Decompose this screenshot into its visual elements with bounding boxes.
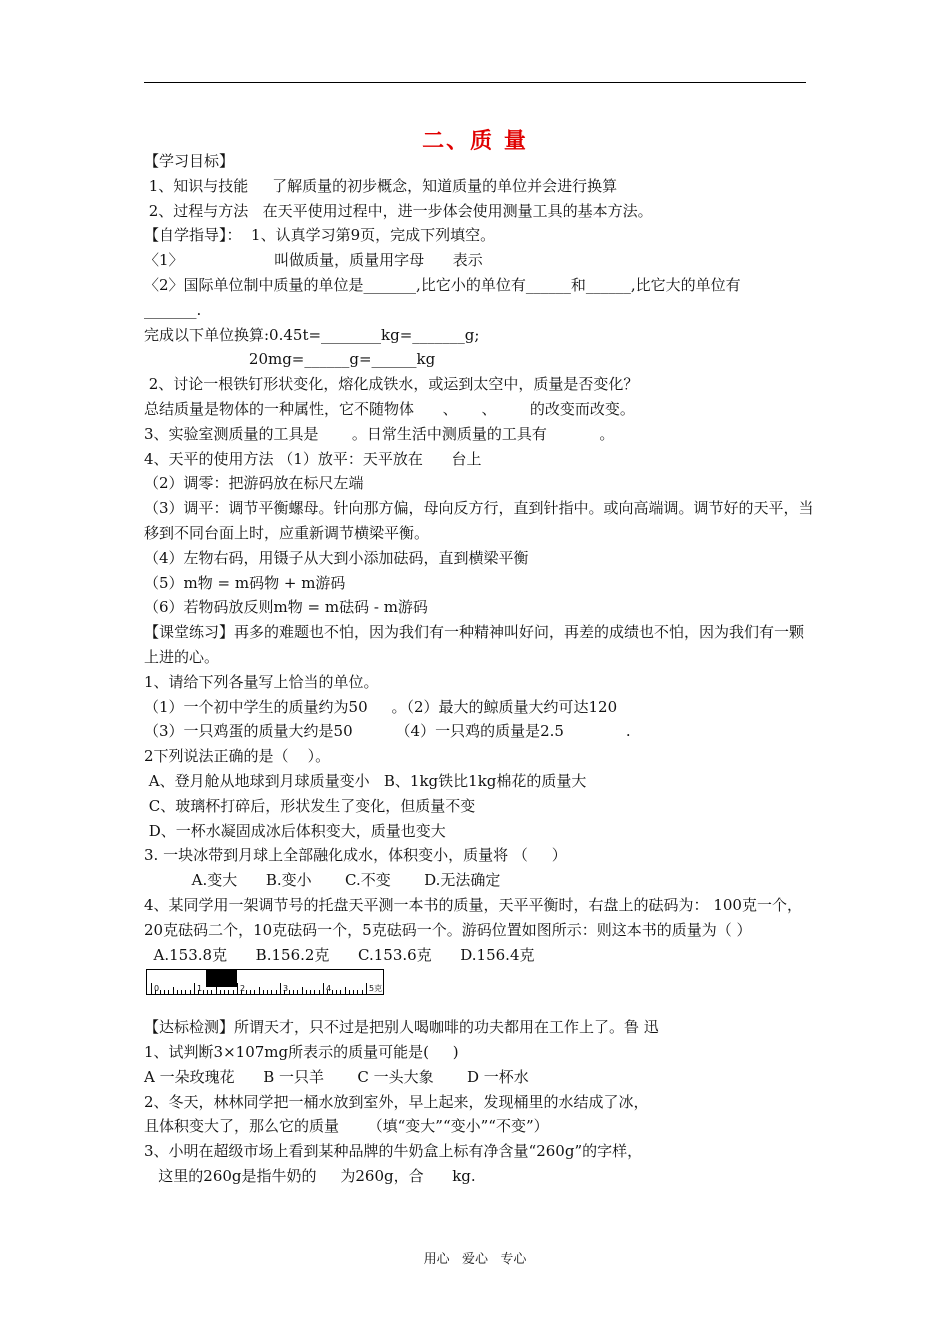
scale-tick [259, 987, 260, 994]
scale-tick [216, 987, 217, 994]
scale-tick [357, 990, 358, 994]
question-4-options: A.153.8克 B.156.2克 C.153.6克 D.156.4克 [144, 945, 535, 964]
text-line: 【达标检测】所谓天才，只不过是把别人喝咖啡的功夫都用在工作上了。鲁 迅 [144, 1018, 659, 1037]
scale-tick [271, 990, 272, 994]
scale-tick [228, 990, 229, 994]
scale-tick [168, 990, 169, 994]
page-title: 二、质 量 [422, 128, 528, 154]
text-line: 2、冬天，林林同学把一桶水放到室外，早上起来，发现桶里的水结成了冰， [144, 1092, 649, 1111]
scale-tick [211, 990, 212, 994]
question-4-paragraph: 4、某同学用一架调节号的托盘天平测一本书的质量，天平平衡时，右盘上的砝码为： 100克一个，20克砝码二个，10克砝码一个，5克砝码一个。游码位置如图所示：则这本书的质量为（ ） [144, 895, 802, 939]
text-line: 1、试判断3×107mg所表示的质量可能是( ) [144, 1043, 459, 1062]
section-objectives-guide [144, 149, 816, 496]
text-line: 2、讨论一根铁钉形状变化，熔化成铁水，或运到太空中，质量是否变化？ [144, 375, 639, 394]
balance-steps [144, 546, 816, 620]
scale-tick [173, 987, 174, 994]
scale-tick [254, 990, 255, 994]
text-line: 3、小明在超级市场上看到某种品牌的牛奶盒上标有净含量“260g”的字样， [144, 1142, 643, 1161]
scale-tick [185, 990, 186, 994]
rider-scale-figure [144, 967, 816, 1015]
text-line: 2下列说法正确的是（ ）。 [144, 747, 331, 766]
scale-tick [246, 990, 247, 994]
page-footer: 用心 爱心 专心 [423, 1252, 527, 1267]
text-line: A、登月舱从地球到月球质量变小 B、1kg铁比1kg棉花的质量大 [144, 771, 587, 790]
scale-tick [362, 990, 363, 994]
scale-tick [366, 983, 367, 994]
scale-tick [310, 990, 311, 994]
text-line: （4）左物右码，用镊子从大到小添加砝码，直到横梁平衡 [144, 548, 529, 567]
text-line: _______. [144, 300, 202, 319]
rider-slider [206, 969, 237, 987]
scale-tick [237, 983, 238, 994]
practice-heading-paragraph: 【课堂练习】再多的难题也不怕，因为我们有一种精神叫好问，再差的成绩也不怕，因为我们有一颗上进的心。 [144, 623, 805, 666]
scale-tick [194, 983, 195, 994]
scale-tick [190, 990, 191, 994]
text-line: 4、天平的使用方法 （1）放平：天平放在 台上 [144, 449, 482, 468]
scale-tick [336, 990, 337, 994]
scale-tick [353, 990, 354, 994]
text-line: 2、过程与方法 在天平使用过程中，进一步体会使用测量工具的基本方法。 [144, 201, 653, 220]
text-line: （5）m物 = m码物 + m游码 [144, 573, 346, 592]
scale-label: 5克 [369, 984, 383, 994]
text-line: 1、知识与技能 了解质量的初步概念，知道质量的单位并会进行换算 [144, 176, 618, 195]
scale-tick [349, 990, 350, 994]
scale-label: 4 [326, 984, 332, 994]
text-line: A.变大 B.变小 C.不变 D.无法确定 [144, 871, 501, 890]
text-line: 〈2〉国际单位制中质量的单位是_______,比它小的单位有______和______,比它大的单位有 [144, 275, 741, 294]
scale-tick [289, 990, 290, 994]
text-line: （6）若物码放反则m物 = m砝码 - m游码 [144, 598, 428, 617]
text-line: 20mg=______g=______kg [144, 350, 436, 369]
scale-tick [314, 990, 315, 994]
text-line: 3、实验室测质量的工具是 。日常生活中测质量的工具有 。 [144, 424, 615, 443]
text-line: D、一杯水凝固成冰后体积变大，质量也变大 [144, 821, 446, 840]
text-line: C、玻璃杯打碎后，形状发生了变化，但质量不变 [144, 796, 476, 815]
text-line: 【自学指导】： 1、认真学习第9页，完成下列填空。 [144, 226, 496, 245]
scale-tick [276, 990, 277, 994]
text-line: 3. 一块冰带到月球上全部融化成水，体积变小，质量将 （ ） [144, 846, 567, 865]
worksheet-body [144, 149, 816, 1189]
scale-tick [332, 990, 333, 994]
text-line: 完成以下单位换算:0.45t=________kg=_______g; [144, 325, 480, 344]
scale-label: 3 [283, 984, 289, 994]
section-assessment [144, 1015, 816, 1189]
rider-scale [146, 969, 384, 995]
scale-tick [306, 990, 307, 994]
scale-tick [340, 990, 341, 994]
text-line: （3）一只鸡蛋的质量大约是50 （4）一只鸡的质量是2.5 . [144, 722, 631, 741]
scale-label: 0 [154, 984, 160, 994]
text-line: （1）一个初中学生的质量约为50 。（2）最大的鲸质量大约可达120 [144, 697, 618, 716]
scale-tick [250, 990, 251, 994]
scale-tick [302, 987, 303, 994]
scale-tick [207, 990, 208, 994]
scale-tick [203, 990, 204, 994]
header-rule [144, 82, 806, 83]
text-line: 且体积变大了，那么它的质量 （填“变大”“变小”“不变”） [144, 1117, 549, 1136]
scale-label: 2 [240, 984, 246, 994]
scale-tick [151, 983, 152, 994]
scale-tick [224, 990, 225, 994]
scale-tick [160, 990, 161, 994]
scale-tick [181, 990, 182, 994]
text-line: 1、请给下列各量写上恰当的单位。 [144, 672, 379, 691]
text-line: 〈1〉 叫做质量，质量用字母 表示 [144, 251, 483, 270]
scale-tick [297, 990, 298, 994]
section-practice [144, 670, 816, 893]
scale-tick [177, 990, 178, 994]
text-line: 总结质量是物体的一种属性，它不随物体 、 、 的改变而改变。 [144, 399, 635, 418]
scale-tick [319, 990, 320, 994]
text-line: 【学习目标】 [144, 152, 235, 170]
scale-tick [164, 990, 165, 994]
scale-tick [233, 990, 234, 994]
text-line: （2）调零：把游码放在标尺左端 [144, 474, 364, 493]
scale-tick [267, 990, 268, 994]
scale-tick [293, 990, 294, 994]
text-line: A 一朵玫瑰花 B 一只羊 C 一头大象 D 一杯水 [144, 1067, 529, 1086]
scale-tick [323, 983, 324, 994]
scale-tick [263, 990, 264, 994]
scale-tick [345, 987, 346, 994]
scale-tick [280, 983, 281, 994]
scale-label: 1 [197, 984, 203, 994]
balance-adjust-paragraph: （3）调平：调节平衡螺母。针向那方偏，母向反方行，直到针指中。或向高端调。调节好的天平，当移到不同台面上时，应重新调节横梁平衡。 [144, 499, 814, 542]
scale-tick [220, 990, 221, 994]
text-line: 这里的260g是指牛奶的 为260g，合 kg. [144, 1167, 476, 1186]
